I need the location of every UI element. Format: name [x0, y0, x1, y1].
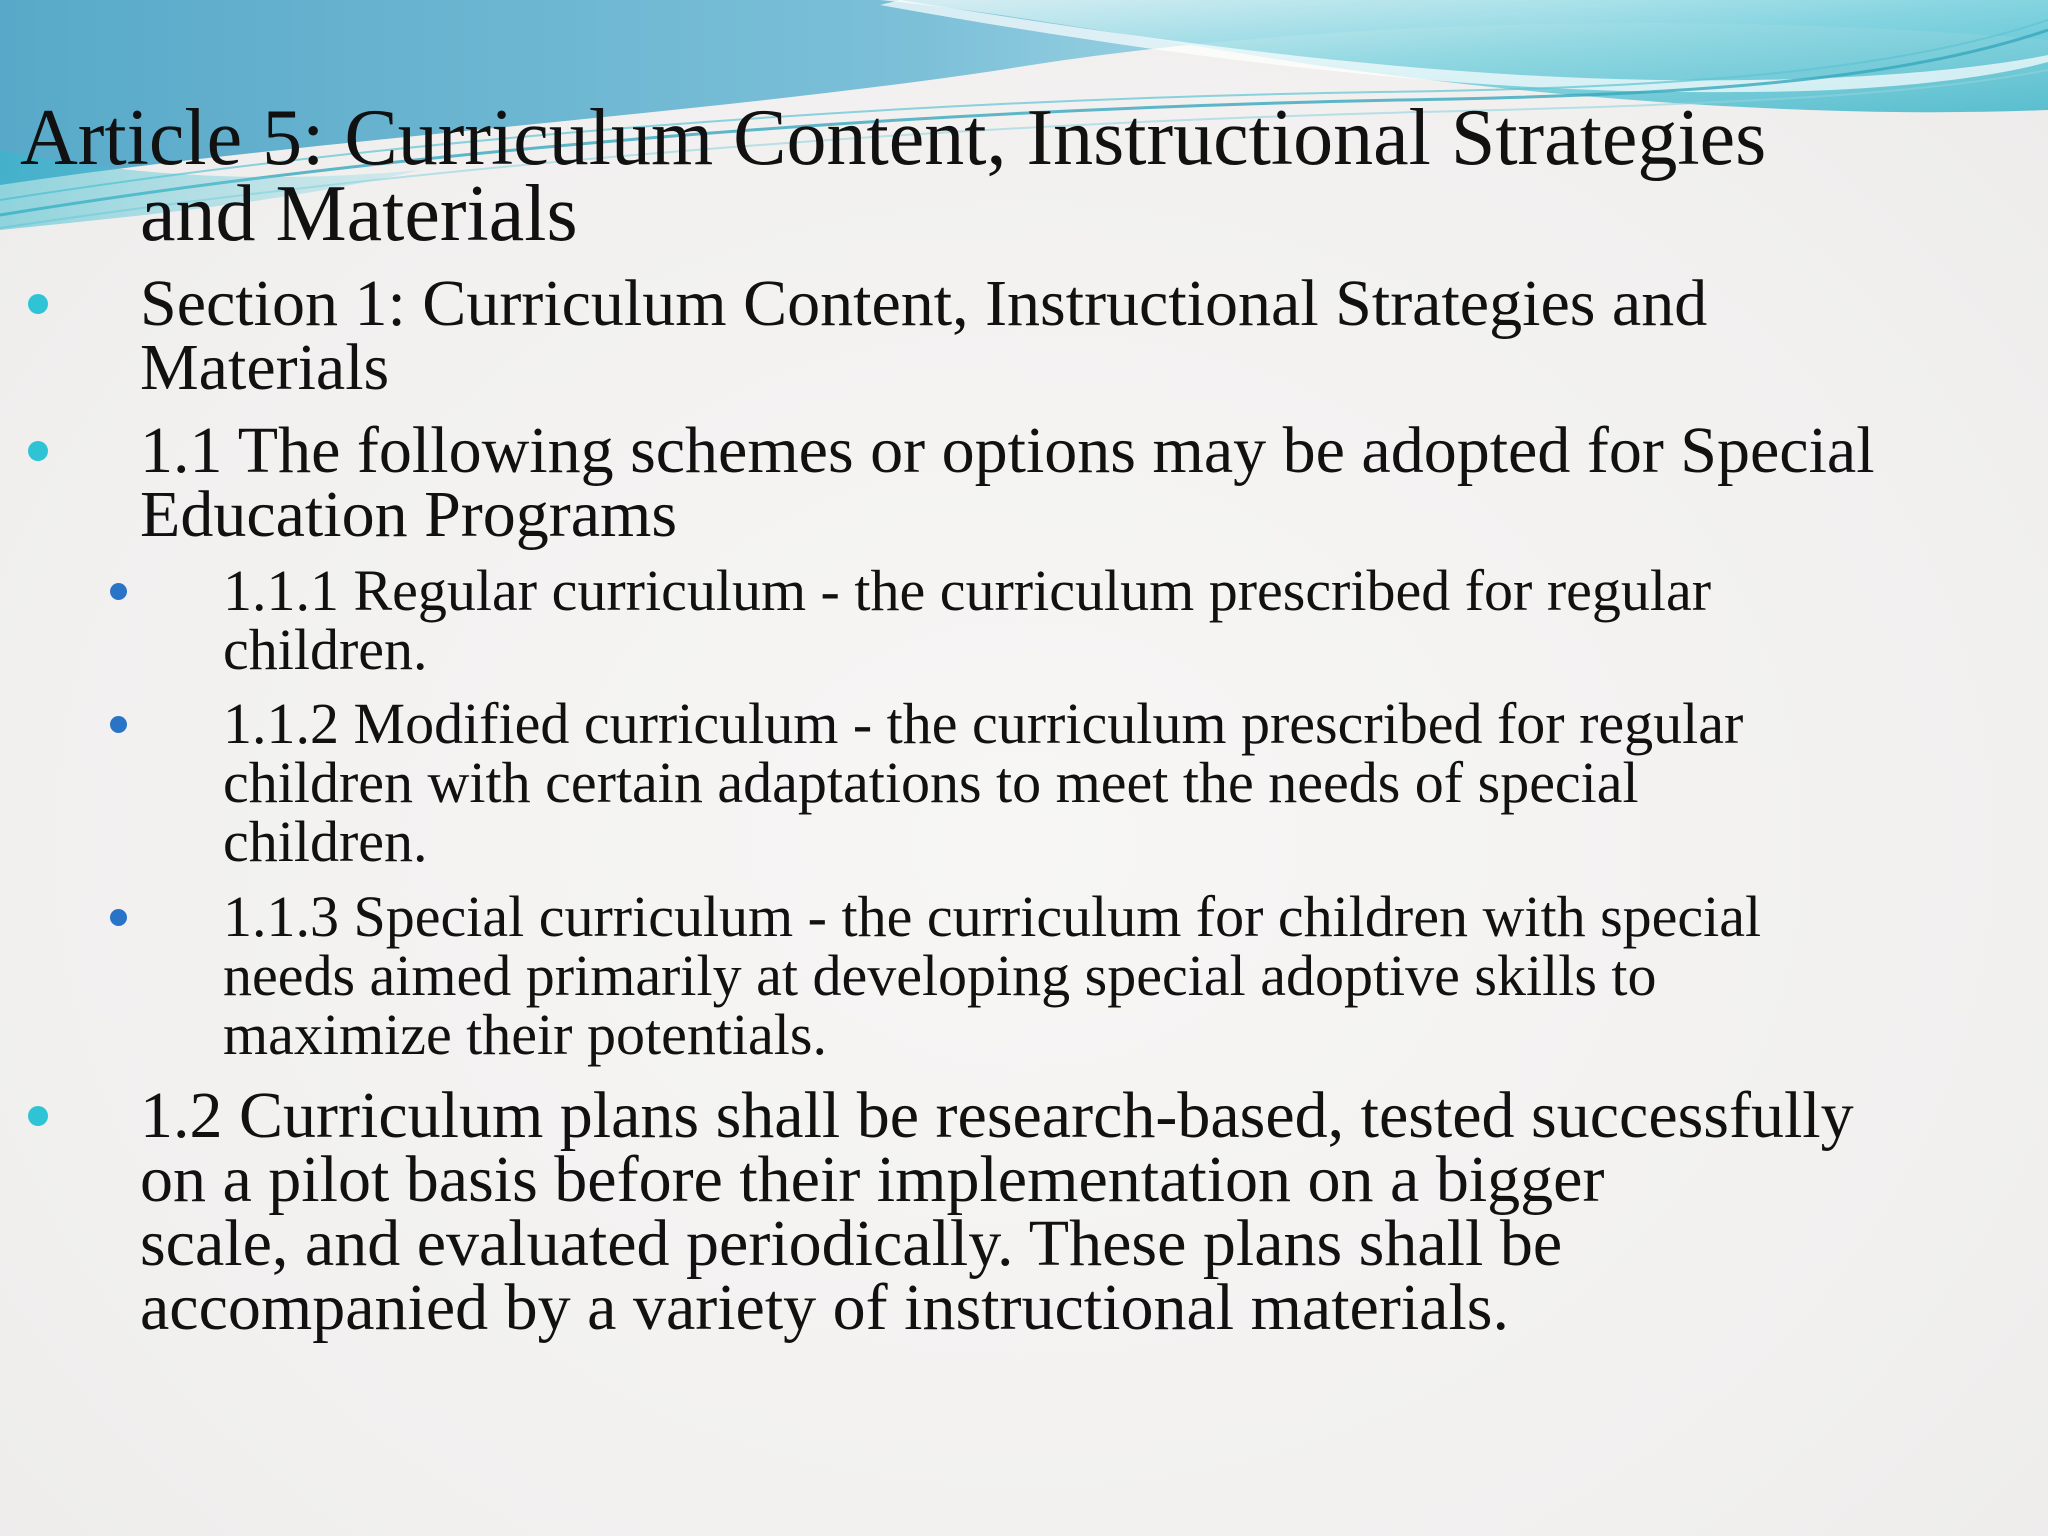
slide-title-line2: and Materials: [140, 170, 578, 258]
bullet-item-text: Section 1: Curriculum Content, Instructional Strategies and Materials: [140, 267, 1708, 404]
slide-title: [20, 94, 2010, 258]
bullet-item-1-1: [0, 414, 2048, 551]
bullet-item-text: 1.1.2 Modified curriculum - the curriculum prescribed for regular children with certain adaptations to meet the needs of special children.: [223, 691, 1744, 874]
bullet-item-section-1: [0, 267, 2048, 404]
bullet-item-1-1-2: [0, 691, 2048, 874]
bullet-item-1-1-3: [0, 884, 2048, 1067]
bullet-item-text: 1.1.3 Special curriculum - the curriculum for children with special needs aimed primarily at developing special adoptive skills to maximize their potentials.: [223, 884, 1762, 1067]
bullet-dot-icon: [110, 909, 127, 926]
bullet-dot-icon: [110, 583, 127, 600]
bullet-item-1-2: [0, 1079, 2048, 1344]
bullet-item-text: 1.1 The following schemes or options may be adopted for Special Education Programs: [140, 414, 1875, 551]
bullet-dot-icon: [28, 1106, 48, 1126]
bullet-list: [0, 267, 2048, 1344]
bullet-dot-icon: [28, 441, 48, 461]
bullet-item-text: 1.2 Curriculum plans shall be research-based, tested successfully on a pilot basis before their implementation on a bigger scale, and evaluated periodically. These plans shall be accompanied by a variety of instructional materials.: [140, 1079, 1854, 1344]
bullet-dot-icon: [110, 716, 127, 733]
bullet-item-text: 1.1.1 Regular curriculum - the curriculum prescribed for regular children.: [223, 558, 1712, 682]
bullet-dot-icon: [28, 294, 48, 314]
bullet-item-1-1-1: [0, 558, 2048, 682]
slide-title-line1: Article 5: Curriculum Content, Instructional Strategies: [20, 94, 1767, 182]
